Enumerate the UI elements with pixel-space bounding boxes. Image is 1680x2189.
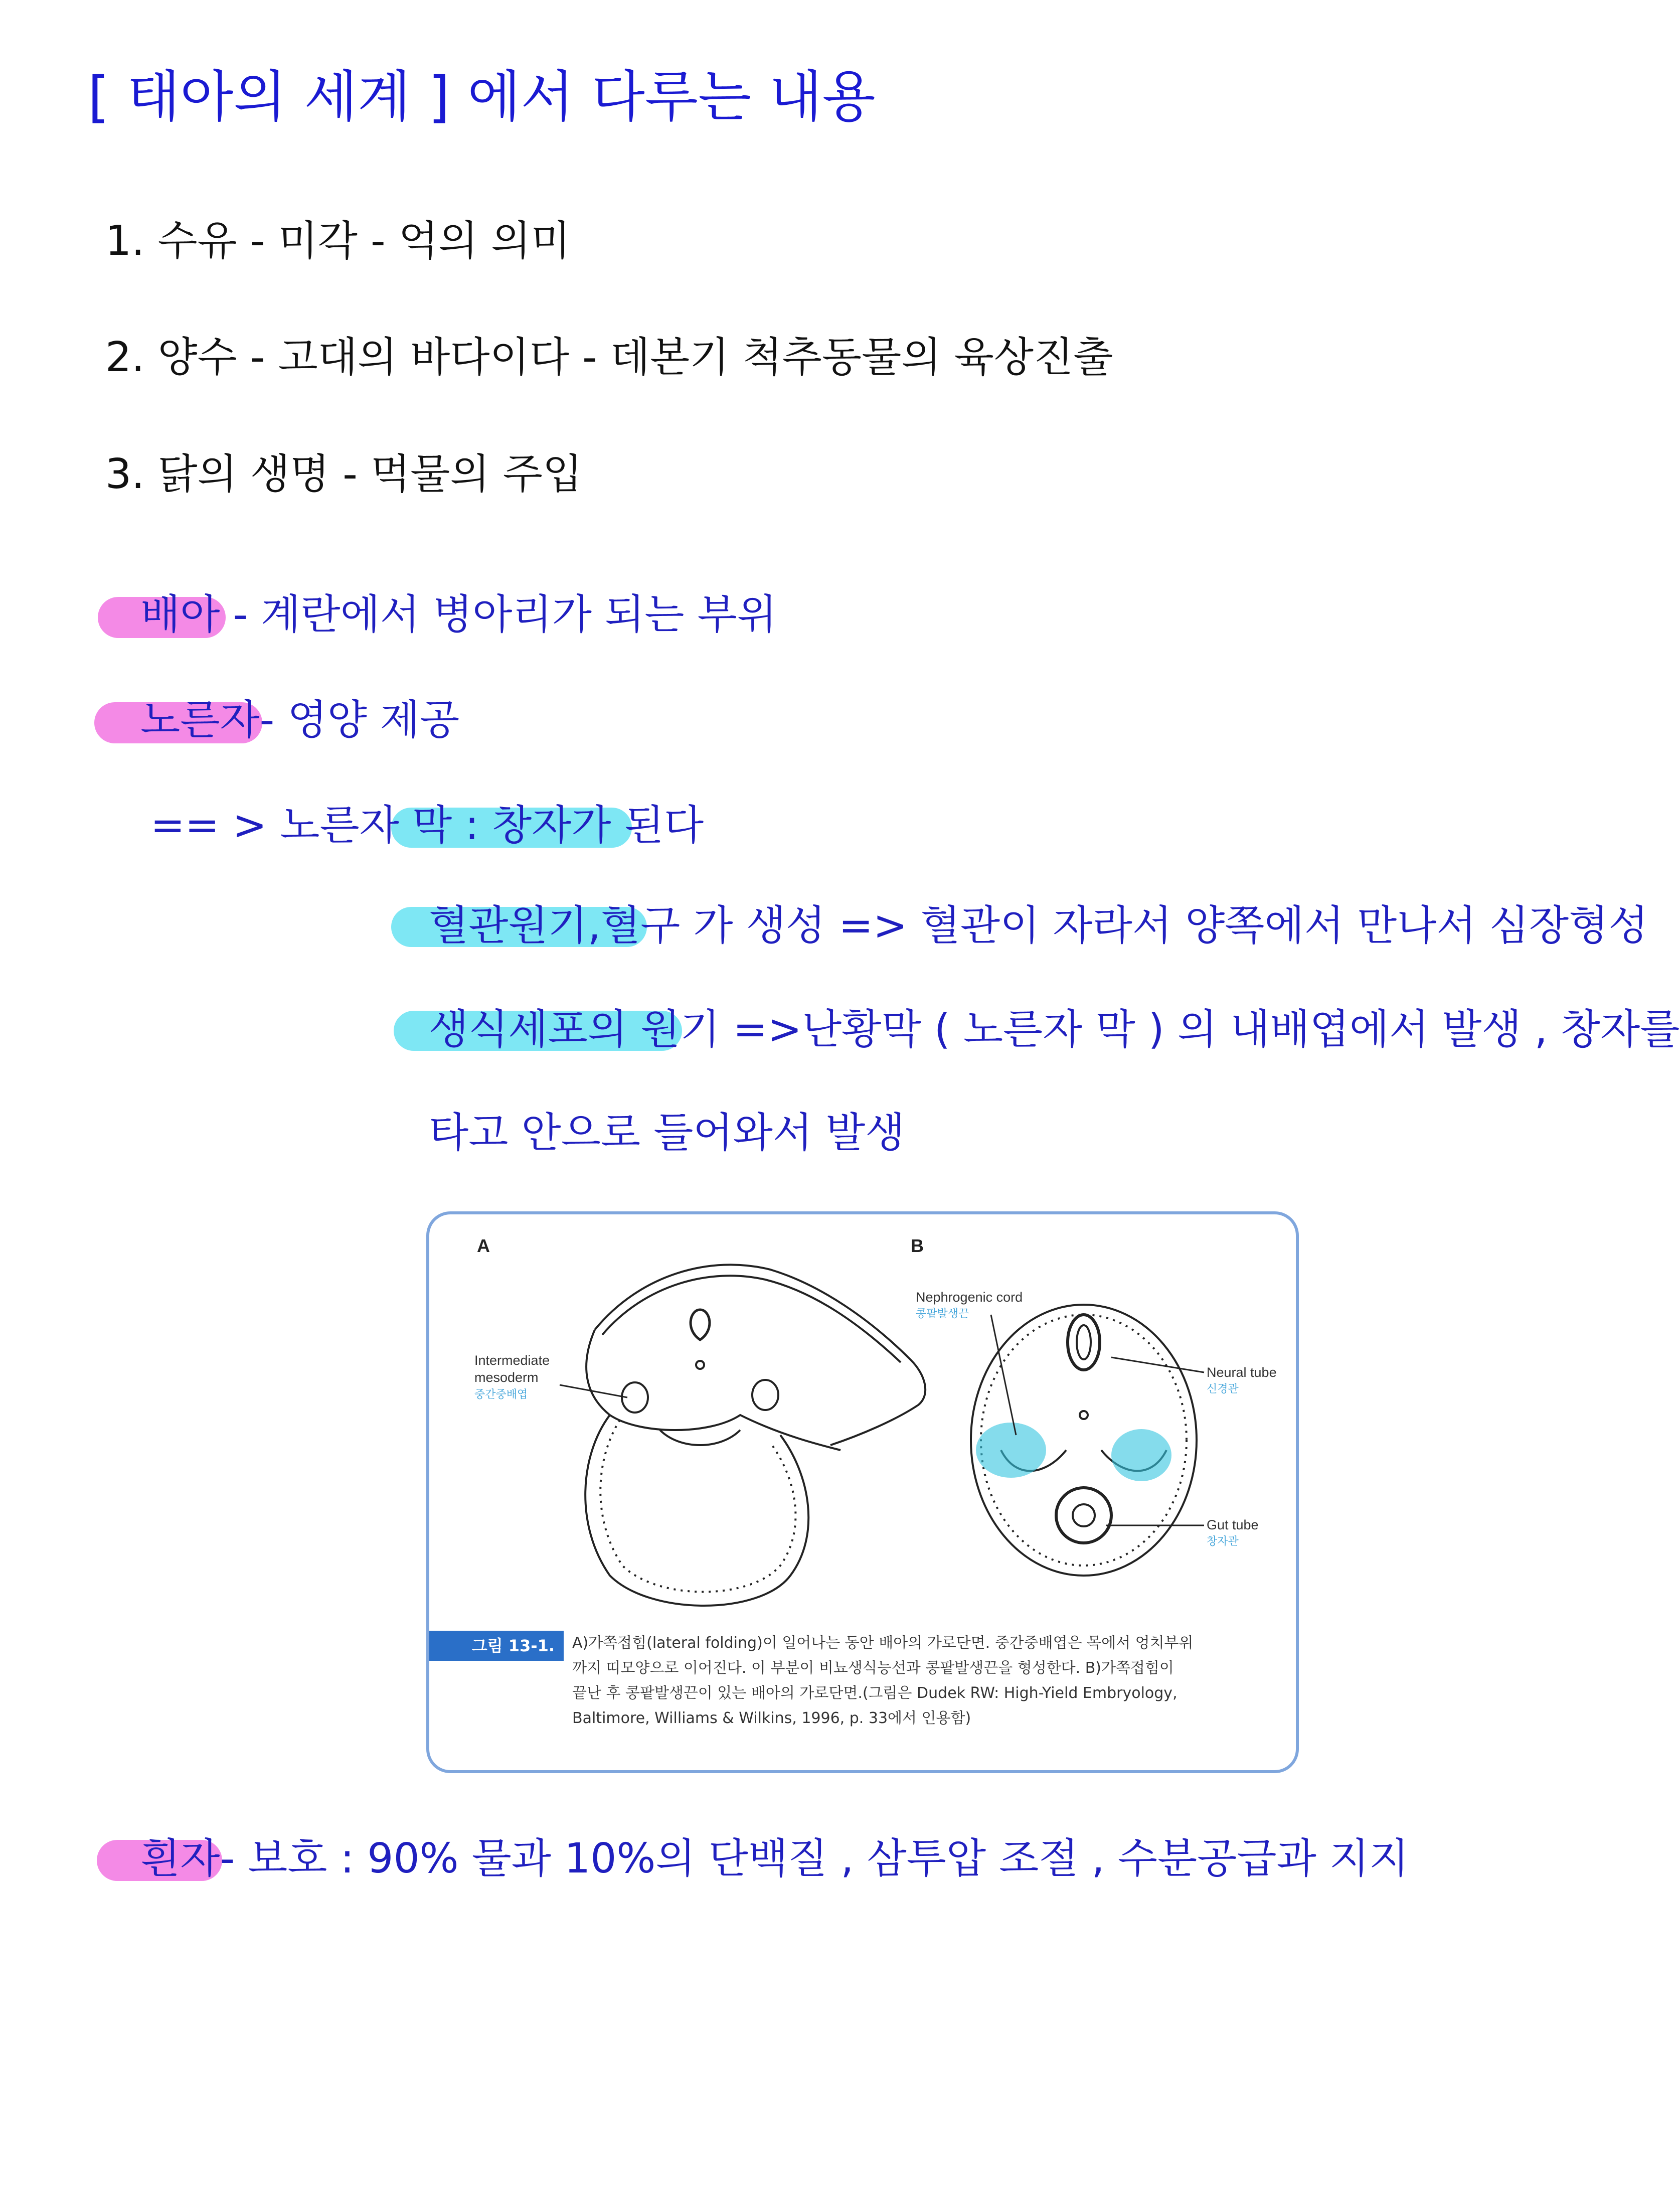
yolk-membrane-highlight: : 창자가 된다 xyxy=(465,802,704,849)
term-yolk: 노른자 xyxy=(140,696,260,744)
term-white: 흰자 xyxy=(140,1835,220,1883)
label-intermediate-ko: 중간중배엽 xyxy=(474,1388,528,1400)
topic-item-1 xyxy=(105,217,571,265)
neural-tube-b xyxy=(1068,1315,1100,1370)
label-gut-tube-ko: 창자관 xyxy=(1207,1535,1239,1547)
topic-number: 3. xyxy=(105,450,145,498)
gut-outline-a xyxy=(585,1415,808,1606)
label-neural-tube: Neural tube xyxy=(1207,1365,1277,1380)
topic-number: 1. xyxy=(105,217,145,265)
caption-tag: 그림 13-1. xyxy=(429,1631,564,1661)
note-white xyxy=(140,1835,1409,1883)
topic-item-2 xyxy=(105,334,1113,381)
note-germ-cont: 타고 안으로 들어와서 발생 xyxy=(429,1109,905,1157)
note-blood xyxy=(429,902,1648,950)
topic-text: 닭의 생명 - 먹물의 주입 xyxy=(157,450,583,498)
panel-b-label: B xyxy=(911,1235,924,1256)
intermediate-mesoderm-right xyxy=(752,1380,778,1410)
nephrogenic-cord-right xyxy=(1111,1429,1171,1481)
embryo-figure xyxy=(426,1211,1299,1773)
caption-line-1: A)가쪽접힘(lateral folding)이 일어나는 동안 배아의 가로단면. 중간중배엽은 목에서 엉치부위 xyxy=(572,1634,1194,1652)
label-nephrogenic-ko: 콩팥발생끈 xyxy=(916,1307,969,1320)
label-neural-tube-ko: 신경관 xyxy=(1207,1382,1239,1395)
desc-white: - 보호 : 90% 물과 10%의 단백질 , 삼투압 조절 , 수분공급과 지지 xyxy=(220,1835,1409,1883)
desc-embryo: - 계란에서 병아리가 되는 부위 xyxy=(233,591,777,639)
desc-germ: =>난황막 ( 노른자 막 ) 의 내배엽에서 발생 , 창자를 xyxy=(733,1006,1680,1053)
caption-line-3: 끝난 후 콩팥발생끈이 있는 배아의 가로단면.(그림은 Dudek RW: High-Yield Embryology, xyxy=(572,1684,1178,1702)
yolk-membrane-prefix: == > 노른자 막 xyxy=(150,802,452,849)
topic-text: 양수 - 고대의 바다이다 - 데본기 척추동물의 육상진출 xyxy=(157,334,1113,381)
label-intermediate-1: Intermediate xyxy=(474,1353,550,1368)
label-nephrogenic: Nephrogenic cord xyxy=(916,1290,1023,1305)
topic-item-3 xyxy=(105,450,583,498)
amnion-fold xyxy=(595,1265,925,1445)
panel-a-label: A xyxy=(477,1235,490,1256)
caption-line-4: Baltimore, Williams & Wilkins, 1996, p. 33에서 인용함) xyxy=(572,1709,971,1727)
topic-number: 2. xyxy=(105,334,145,381)
label-intermediate-2: mesoderm xyxy=(474,1370,539,1385)
gut-tube-b xyxy=(1056,1488,1111,1543)
term-embryo: 배아 xyxy=(140,591,220,639)
topic-text: 수유 - 미각 - 억의 의미 xyxy=(157,217,571,265)
page-title: [ 태아의 세계 ] 에서 다루는 내용 xyxy=(88,65,876,129)
desc-blood: 가 생성 => 혈관이 자라서 양쪽에서 만나서 심장형성 xyxy=(693,902,1648,950)
label-gut-tube: Gut tube xyxy=(1207,1517,1259,1532)
note-yolk xyxy=(140,696,460,744)
neural-tube-a xyxy=(691,1310,710,1340)
term-blood: 혈관원기,혈구 xyxy=(429,902,681,950)
desc-yolk: - 영양 제공 xyxy=(259,696,460,744)
term-germ: 생식세포의 원기 xyxy=(429,1006,720,1053)
note-germ xyxy=(429,1006,1680,1053)
note-embryo xyxy=(140,591,777,639)
nephrogenic-cord-left xyxy=(976,1423,1046,1478)
caption-line-2: 까지 띠모양으로 이어진다. 이 부분이 비뇨생식능선과 콩팥발생끈을 형성한다. B)가쪽접힘이 xyxy=(572,1659,1174,1677)
note-yolk-membrane xyxy=(150,802,704,849)
